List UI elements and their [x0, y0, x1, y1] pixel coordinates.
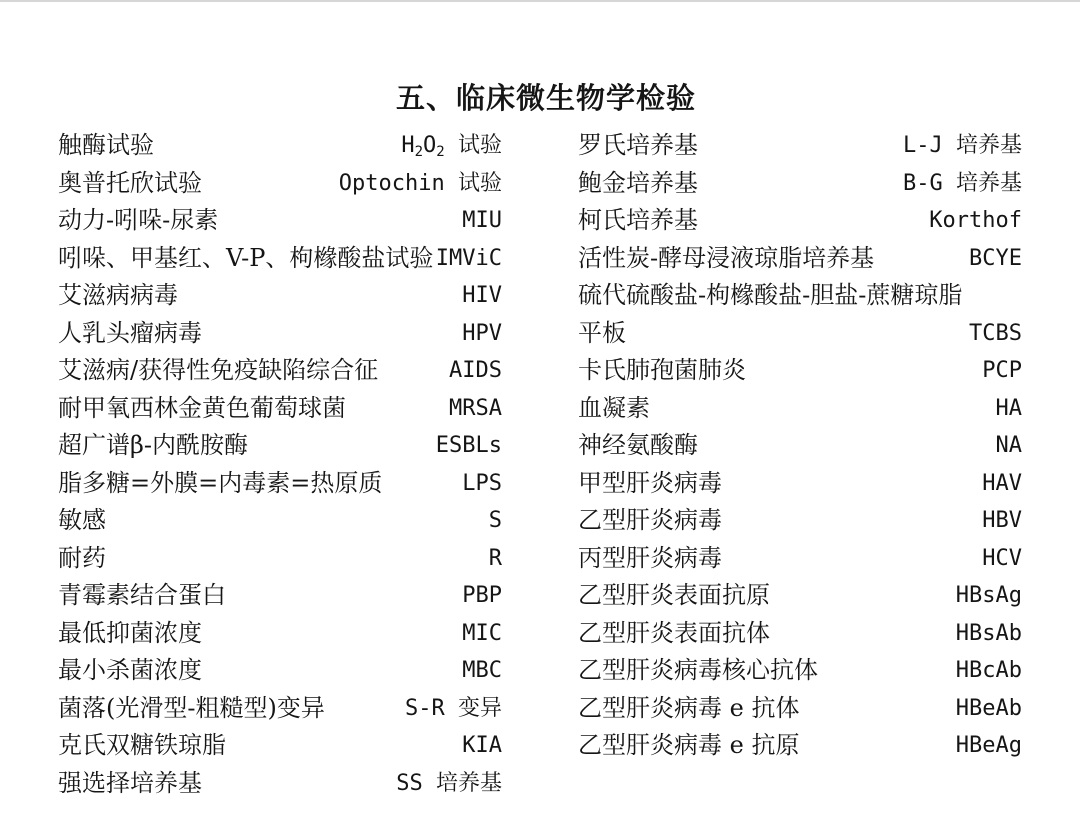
abbreviation-label: HPV — [462, 320, 502, 346]
glossary-row — [578, 352, 1030, 390]
term-label: 吲哚、甲基红、V-P、枸橼酸盐试验 — [58, 243, 434, 272]
abbreviation-label: HBsAb — [955, 620, 1022, 646]
glossary-row — [578, 165, 1030, 203]
term-label: 乙型肝炎病毒 e 抗体 — [578, 693, 800, 722]
glossary-row — [58, 127, 540, 165]
abbreviation-label: HBeAb — [955, 695, 1022, 721]
term-label: 罗氏培养基 — [578, 131, 698, 159]
abbreviation-label: TCBS — [969, 320, 1022, 346]
glossary-row — [58, 502, 540, 540]
term-label: 乙型肝炎病毒 e 抗原 — [578, 731, 800, 759]
glossary-row — [58, 690, 540, 728]
glossary-row — [58, 240, 540, 278]
abbreviation-label: HBcAb — [955, 658, 1022, 683]
abbreviation-label: Optochin 试验 — [338, 170, 502, 196]
abbreviation-label: HCV — [982, 545, 1022, 571]
glossary-row — [58, 165, 540, 203]
term-label: 超广谱β-内酰胺酶 — [58, 431, 248, 459]
glossary-row — [58, 315, 540, 353]
left-column — [58, 127, 540, 802]
abbreviation-label: PBP — [462, 583, 502, 608]
term-label: 艾滋病/获得性免疫缺陷综合征 — [58, 356, 379, 384]
abbreviation-label: IMViC — [435, 245, 502, 271]
abbreviation-label-formula: $H_2O_2$ 试验 — [401, 133, 502, 160]
term-label: 血凝素 — [578, 393, 650, 422]
abbreviation-label: Korthof — [929, 208, 1022, 233]
term-label: 鲍金培养基 — [578, 168, 698, 197]
abbreviation-label: B-G 培养基 — [903, 170, 1022, 196]
abbreviation-label: S — [488, 508, 502, 533]
glossary-row — [578, 427, 1030, 465]
term-label: 克氏双糖铁琼脂 — [58, 731, 226, 759]
glossary-row — [58, 727, 540, 765]
term-label: 甲型肝炎病毒 — [578, 468, 722, 497]
page-title: 五、临床微生物学检验 — [395, 81, 696, 115]
abbreviation-label: NA — [995, 433, 1022, 458]
glossary-row — [58, 577, 540, 615]
abbreviation-label: MBC — [462, 658, 502, 683]
term-label: 乙型肝炎表面抗原 — [578, 581, 770, 609]
glossary-row — [578, 577, 1030, 615]
glossary-row — [58, 390, 540, 428]
term-label: 乙型肝炎病毒 — [578, 506, 722, 534]
abbreviation-label: PCP — [982, 358, 1022, 383]
term-label: 乙型肝炎病毒核心抗体 — [578, 656, 818, 684]
glossary-row — [578, 652, 1030, 690]
term-label: 平板 — [578, 318, 626, 347]
term-label: 最低抑菌浓度 — [58, 618, 202, 647]
term-label: 丙型肝炎病毒 — [578, 543, 722, 572]
abbreviation-label: MIU — [462, 208, 502, 233]
abbreviation-label: KIA — [462, 733, 502, 758]
glossary-row — [58, 427, 540, 465]
glossary-row — [578, 390, 1030, 428]
abbreviation-label: HAV — [982, 470, 1022, 496]
term-label: 菌落(光滑型-粗糙型)变异 — [58, 693, 325, 722]
glossary-row — [58, 540, 540, 578]
glossary-row — [578, 240, 1030, 278]
abbreviation-label: HBeAg — [955, 733, 1022, 758]
term-label: 人乳头瘤病毒 — [58, 318, 202, 347]
glossary-row — [58, 615, 540, 653]
abbreviation-label: R — [488, 545, 502, 571]
term-label: 耐甲氧西林金黄色葡萄球菌 — [58, 393, 346, 422]
term-label: 乙型肝炎表面抗体 — [578, 618, 770, 647]
abbreviation-label: MIC — [462, 620, 502, 646]
glossary-row — [578, 127, 1030, 165]
abbreviation-label: LPS — [462, 470, 502, 496]
abbreviation-label: L-J 培养基 — [903, 133, 1022, 158]
abbreviation-label: HIV — [462, 283, 502, 308]
glossary-row — [58, 652, 540, 690]
top-divider — [0, 0, 1080, 2]
glossary-row — [58, 465, 540, 503]
term-label: 青霉素结合蛋白 — [58, 581, 226, 609]
glossary-row — [578, 277, 1030, 315]
term-label: 强选择培养基 — [58, 768, 202, 797]
term-label: 艾滋病病毒 — [58, 281, 178, 309]
term-label: 耐药 — [58, 543, 106, 572]
term-label: 最小杀菌浓度 — [58, 656, 202, 684]
glossary-row — [58, 765, 540, 803]
glossary-row — [578, 690, 1030, 728]
term-label: 神经氨酸酶 — [578, 431, 698, 459]
abbreviation-label: BCYE — [969, 245, 1022, 271]
glossary-row — [578, 727, 1030, 765]
term-label: 动力-吲哚-尿素 — [58, 206, 219, 234]
glossary-row — [58, 352, 540, 390]
glossary-row — [578, 202, 1030, 240]
glossary-row — [58, 202, 540, 240]
abbreviation-label: AIDS — [449, 358, 502, 383]
glossary-row — [578, 465, 1030, 503]
term-label: 活性炭-酵母浸液琼脂培养基 — [578, 243, 875, 272]
glossary-row — [58, 277, 540, 315]
abbreviation-label: ESBLs — [435, 433, 502, 458]
abbreviation-label: S-R 变异 — [405, 695, 502, 721]
right-column — [578, 127, 1030, 765]
abbreviation-label: HBV — [982, 508, 1022, 533]
term-label: 敏感 — [58, 506, 106, 534]
glossary-row — [578, 502, 1030, 540]
abbreviation-label: MRSA — [449, 395, 502, 421]
abbreviation-label: SS 培养基 — [396, 770, 502, 796]
abbreviation-label: HA — [995, 395, 1022, 421]
glossary-row — [578, 540, 1030, 578]
term-label: 奥普托欣试验 — [58, 168, 202, 197]
glossary-row — [578, 315, 1030, 353]
abbreviation-label: HBsAg — [955, 583, 1022, 608]
term-label: 柯氏培养基 — [578, 206, 698, 234]
term-label: 脂多糖=外膜=内毒素=热原质 — [58, 468, 383, 497]
term-label: 卡氏肺孢菌肺炎 — [578, 356, 746, 384]
term-label: 触酶试验 — [58, 131, 154, 159]
glossary-row — [578, 615, 1030, 653]
term-label: 硫代硫酸盐-枸橼酸盐-胆盐-蔗糖琼脂 — [578, 281, 963, 309]
